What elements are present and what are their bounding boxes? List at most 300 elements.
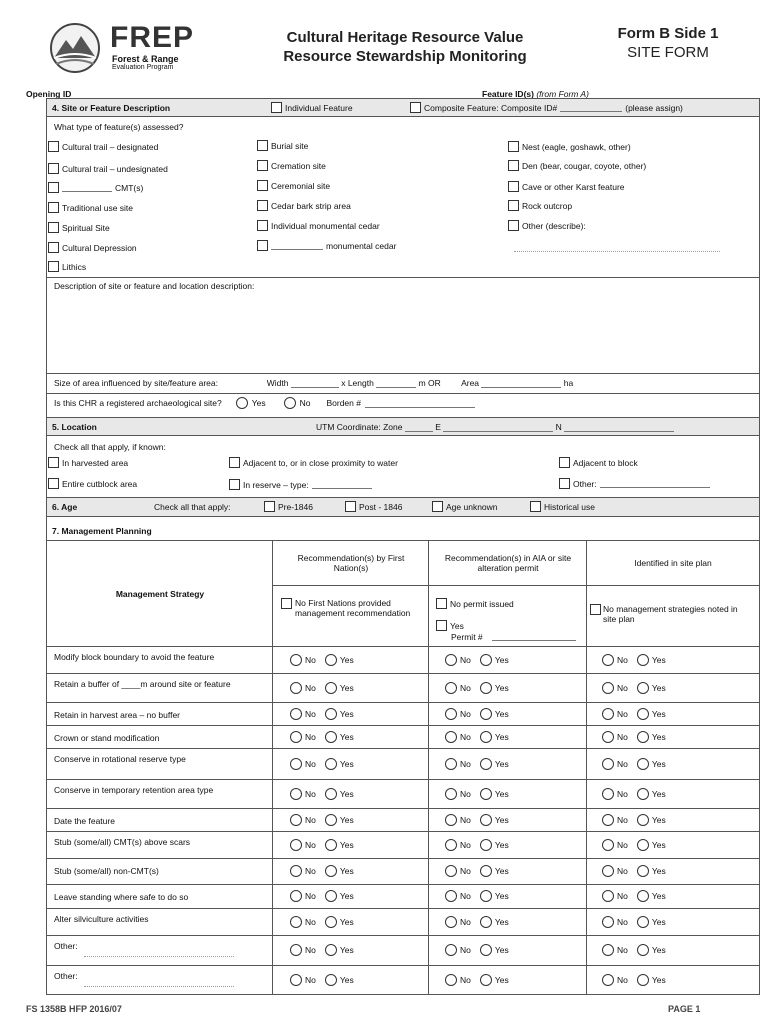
loc-checkbox[interactable] — [229, 479, 240, 490]
aia-yes-option[interactable] — [436, 620, 464, 631]
composite-feature-option[interactable] — [410, 102, 683, 113]
no-radio[interactable] — [290, 788, 302, 800]
form-id-line2: SITE FORM — [627, 44, 709, 61]
chr-no-label: No — [299, 398, 311, 408]
length-field[interactable] — [376, 379, 416, 388]
no-label: No — [305, 891, 316, 901]
yes-radio[interactable] — [480, 788, 492, 800]
form-title-line2: Resource Stewardship Monitoring — [283, 48, 527, 65]
no-radio[interactable] — [602, 814, 614, 826]
loc-label: Adjacent to, or in close proximity to water — [243, 457, 398, 468]
individual-feature-label: Individual Feature — [285, 102, 353, 113]
no-label: No — [460, 655, 471, 665]
other-describe-field[interactable] — [514, 251, 720, 252]
loc-checkbox[interactable] — [559, 478, 570, 489]
yes-label: Yes — [651, 789, 666, 799]
no-label: No — [305, 759, 316, 769]
no-radio[interactable] — [445, 944, 457, 956]
no-radio[interactable] — [290, 654, 302, 666]
composite-id-field[interactable] — [560, 103, 622, 112]
no-radio[interactable] — [290, 814, 302, 826]
ft-checkbox[interactable] — [48, 141, 59, 152]
no-radio[interactable] — [445, 890, 457, 902]
no-radio[interactable] — [290, 682, 302, 694]
form-title-line1: Cultural Heritage Resource Value — [286, 29, 524, 46]
ft-label: Den (bear, cougar, coyote, other) — [522, 160, 647, 171]
col-aia-header: Recommendation(s) in AIA or site alteration permit — [444, 553, 572, 573]
no-radio[interactable] — [602, 944, 614, 956]
no-radio[interactable] — [445, 682, 457, 694]
no-radio[interactable] — [602, 654, 614, 666]
ft-cultural-trail-designated[interactable] — [48, 141, 158, 152]
monumental-cedar-field[interactable] — [271, 241, 323, 250]
mgmt-row-label: Stub (some/all) non-CMT(s) — [54, 866, 159, 876]
mgmt-choice-group — [445, 890, 509, 902]
northing-field[interactable] — [564, 423, 674, 432]
aia-yes-checkbox[interactable] — [436, 620, 447, 631]
mgmt-choice-group — [445, 944, 509, 956]
borden-field[interactable] — [365, 399, 475, 408]
yes-radio[interactable] — [637, 916, 649, 928]
mgmt-choice-group — [445, 916, 509, 928]
yes-radio[interactable] — [325, 890, 337, 902]
area-label: Area — [461, 378, 480, 388]
no-radio[interactable] — [602, 731, 614, 743]
mgmt-choice-group — [290, 788, 354, 800]
yes-label: Yes — [651, 945, 666, 955]
utm-label: UTM Coordinate: Zone — [316, 422, 403, 432]
yes-label: Yes — [651, 975, 666, 985]
yes-label: Yes — [494, 655, 509, 665]
ft-cultural-trail-undesignated[interactable] — [48, 163, 168, 174]
ft-monumental-cedar[interactable] — [257, 240, 396, 251]
aia-none-label: No permit issued — [450, 598, 514, 609]
yes-radio[interactable] — [637, 708, 649, 720]
yes-label: Yes — [494, 891, 509, 901]
ft-label: Cultural trail – undesignated — [62, 163, 168, 174]
individual-feature-checkbox[interactable] — [271, 102, 282, 113]
no-label: No — [305, 732, 316, 742]
no-radio[interactable] — [290, 731, 302, 743]
no-label: No — [617, 789, 628, 799]
yes-label: Yes — [339, 975, 354, 985]
permit-field[interactable] — [492, 640, 576, 641]
yes-radio[interactable] — [480, 708, 492, 720]
no-radio[interactable] — [290, 865, 302, 877]
no-radio[interactable] — [290, 708, 302, 720]
ft-checkbox[interactable] — [257, 240, 268, 251]
no-label: No — [460, 891, 471, 901]
ft-checkbox[interactable] — [257, 160, 268, 171]
yes-radio[interactable] — [325, 814, 337, 826]
ft-checkbox[interactable] — [48, 242, 59, 253]
ft-label: Other (describe): — [522, 220, 586, 231]
utm-row — [316, 422, 674, 432]
ft-checkbox[interactable] — [257, 200, 268, 211]
loc-checkbox[interactable] — [559, 457, 570, 468]
ft-cultural-depression[interactable] — [48, 242, 137, 253]
ft-checkbox[interactable] — [508, 141, 519, 152]
age-check-all: Check all that apply: — [154, 502, 231, 512]
yes-label: Yes — [494, 975, 509, 985]
yes-radio[interactable] — [637, 974, 649, 986]
no-radio[interactable] — [602, 865, 614, 877]
no-label: No — [617, 759, 628, 769]
ft-label: Cedar bark strip area — [271, 200, 351, 211]
mgmt-row-label: Conserve in rotational reserve type — [54, 754, 186, 764]
no-label: No — [460, 840, 471, 850]
ft-label: Rock outcrop — [522, 200, 573, 211]
ft-cremation-site[interactable] — [257, 160, 326, 171]
mgmt-other-field[interactable] — [84, 956, 234, 957]
no-label: No — [617, 732, 628, 742]
mgmt-choice-group — [290, 839, 354, 851]
size-row — [54, 378, 573, 388]
no-radio[interactable] — [445, 839, 457, 851]
no-radio[interactable] — [445, 814, 457, 826]
aia-none-checkbox[interactable] — [436, 598, 447, 609]
mgmt-row-label: Other: — [54, 971, 78, 981]
easting-field[interactable] — [443, 423, 553, 432]
ft-checkbox[interactable] — [48, 261, 59, 272]
mgmt-choice-group — [602, 788, 666, 800]
yes-radio[interactable] — [637, 682, 649, 694]
cmt-count-field[interactable] — [62, 183, 112, 192]
age-unknown[interactable] — [432, 501, 498, 512]
loc-label: Entire cutblock area — [62, 478, 138, 489]
ft-checkbox[interactable] — [48, 182, 59, 193]
plan-none-label: No management strategies noted in site plan — [603, 604, 738, 624]
no-label: No — [617, 840, 628, 850]
yes-radio[interactable] — [480, 839, 492, 851]
form-id — [598, 24, 738, 62]
fn-none-checkbox[interactable] — [281, 598, 292, 609]
ft-burial-site[interactable] — [257, 140, 308, 151]
ft-checkbox[interactable] — [508, 220, 519, 231]
yes-label: Yes — [494, 683, 509, 693]
no-label: No — [617, 709, 628, 719]
plan-none-option[interactable] — [590, 604, 750, 624]
yes-radio[interactable] — [325, 682, 337, 694]
yes-radio[interactable] — [637, 731, 649, 743]
mgmt-row-label: Alter silviculture activities — [54, 914, 149, 924]
no-radio[interactable] — [290, 839, 302, 851]
ft-checkbox[interactable] — [508, 200, 519, 211]
no-label: No — [460, 709, 471, 719]
loc-in-reserve[interactable] — [229, 479, 372, 490]
yes-radio[interactable] — [325, 731, 337, 743]
yes-label: Yes — [339, 789, 354, 799]
ft-checkbox[interactable] — [508, 160, 519, 171]
no-label: No — [460, 759, 471, 769]
yes-label: Yes — [494, 709, 509, 719]
yes-radio[interactable] — [637, 865, 649, 877]
section7-title: 7. Management Planning — [52, 526, 152, 536]
mgmt-row-label: Stub (some/all) CMT(s) above scars — [54, 837, 191, 847]
col-plan-header: Identified in site plan — [634, 558, 712, 568]
yes-label: Yes — [651, 866, 666, 876]
logo-sub1: Forest & Range — [112, 54, 179, 64]
no-radio[interactable] — [445, 788, 457, 800]
no-label: No — [305, 975, 316, 985]
chr-row — [54, 397, 475, 409]
ft-label: Cremation site — [271, 160, 326, 171]
no-radio[interactable] — [290, 916, 302, 928]
yes-label: Yes — [651, 709, 666, 719]
mgmt-row-label: Crown or stand modification — [54, 733, 160, 743]
ft-checkbox[interactable] — [257, 140, 268, 151]
ft-rock-outcrop[interactable] — [508, 200, 572, 211]
no-radio[interactable] — [445, 916, 457, 928]
age-label: Post - 1846 — [359, 501, 403, 512]
ft-ceremonial-site[interactable] — [257, 180, 330, 191]
ft-individual-monumental-cedar[interactable] — [257, 220, 380, 231]
loc-harvested-area[interactable] — [48, 457, 128, 468]
chr-no-radio[interactable] — [284, 397, 296, 409]
permit-label: Permit # — [451, 632, 483, 642]
ft-traditional-use[interactable] — [48, 202, 133, 213]
yes-radio[interactable] — [325, 839, 337, 851]
yes-radio[interactable] — [325, 916, 337, 928]
yes-radio[interactable] — [325, 654, 337, 666]
yes-label: Yes — [651, 759, 666, 769]
no-radio[interactable] — [602, 708, 614, 720]
loc-label: In reserve – type: — [243, 479, 309, 490]
yes-radio[interactable] — [480, 758, 492, 770]
loc-other[interactable] — [559, 478, 710, 489]
age-post-1846[interactable] — [345, 501, 402, 512]
ft-cmts[interactable] — [48, 182, 143, 193]
age-pre-1846[interactable] — [264, 501, 313, 512]
reserve-type-field[interactable] — [312, 480, 372, 489]
ft-checkbox[interactable] — [48, 163, 59, 174]
ft-label: Individual monumental cedar — [271, 220, 380, 231]
yes-radio[interactable] — [637, 839, 649, 851]
composite-feature-label: Composite Feature: Composite ID# — [424, 102, 558, 113]
yes-radio[interactable] — [325, 708, 337, 720]
no-label: No — [460, 866, 471, 876]
yes-radio[interactable] — [480, 654, 492, 666]
yes-label: Yes — [494, 815, 509, 825]
no-radio[interactable] — [602, 974, 614, 986]
no-radio[interactable] — [602, 916, 614, 928]
loc-checkbox[interactable] — [229, 457, 240, 468]
ft-checkbox[interactable] — [508, 181, 519, 192]
chr-yes-label: Yes — [251, 398, 266, 408]
zone-field[interactable] — [405, 423, 433, 432]
no-radio[interactable] — [602, 788, 614, 800]
no-label: No — [460, 789, 471, 799]
yes-radio[interactable] — [480, 944, 492, 956]
mgmt-choice-group — [602, 708, 666, 720]
loc-entire-cutblock[interactable] — [48, 478, 137, 489]
size-label: Size of area influenced by site/feature area: — [54, 378, 218, 388]
no-label: No — [460, 917, 471, 927]
no-label: No — [460, 732, 471, 742]
ft-label: Nest (eagle, goshawk, other) — [522, 141, 631, 152]
loc-other-field[interactable] — [600, 479, 710, 488]
yes-label: Yes — [339, 683, 354, 693]
yes-radio[interactable] — [480, 916, 492, 928]
ft-label: Cultural trail – designated — [62, 141, 159, 152]
ft-spiritual-site[interactable] — [48, 222, 110, 233]
no-label: No — [460, 683, 471, 693]
mgmt-other-field[interactable] — [84, 986, 234, 987]
age-checkbox[interactable] — [530, 501, 541, 512]
mgmt-choice-group — [602, 916, 666, 928]
no-radio[interactable] — [445, 974, 457, 986]
ft-den[interactable] — [508, 160, 646, 171]
area-field[interactable] — [481, 379, 561, 388]
ft-other-describe[interactable] — [508, 220, 586, 231]
mgmt-choice-group — [445, 974, 509, 986]
age-checkbox[interactable] — [264, 501, 275, 512]
mgmt-choice-group — [602, 654, 666, 666]
age-historical[interactable] — [530, 501, 595, 512]
chr-question: Is this CHR a registered archaeological site? — [54, 398, 222, 408]
mgmt-choice-group — [290, 944, 354, 956]
mgmt-choice-group — [445, 654, 509, 666]
yes-label: Yes — [651, 840, 666, 850]
yes-label: Yes — [494, 759, 509, 769]
mgmt-choice-group — [602, 758, 666, 770]
ft-label: monumental cedar — [326, 240, 397, 251]
yes-radio[interactable] — [637, 758, 649, 770]
yes-label: Yes — [651, 732, 666, 742]
yes-label: Yes — [339, 891, 354, 901]
mgmt-choice-group — [290, 654, 354, 666]
mgmt-choice-group — [290, 916, 354, 928]
no-label: No — [460, 975, 471, 985]
mgmt-choice-group — [602, 944, 666, 956]
age-checkbox[interactable] — [432, 501, 443, 512]
aia-none-option[interactable] — [436, 598, 514, 609]
frep-mountain-icon — [46, 22, 104, 74]
no-label: No — [305, 815, 316, 825]
ft-checkbox[interactable] — [257, 220, 268, 231]
chr-yes-radio[interactable] — [236, 397, 248, 409]
no-radio[interactable] — [602, 682, 614, 694]
mgmt-choice-group — [290, 865, 354, 877]
no-radio[interactable] — [445, 865, 457, 877]
yes-radio[interactable] — [480, 731, 492, 743]
yes-radio[interactable] — [325, 758, 337, 770]
yes-radio[interactable] — [480, 890, 492, 902]
no-radio[interactable] — [445, 758, 457, 770]
description-label: Description of site or feature and location description: — [54, 281, 255, 291]
ft-lithics[interactable] — [48, 261, 86, 272]
loc-adjacent-block[interactable] — [559, 457, 638, 468]
no-radio[interactable] — [290, 758, 302, 770]
ft-checkbox[interactable] — [48, 222, 59, 233]
no-radio[interactable] — [445, 731, 457, 743]
fn-none-option[interactable] — [281, 598, 421, 618]
no-radio[interactable] — [290, 944, 302, 956]
ft-nest[interactable] — [508, 141, 631, 152]
section4-title: 4. Site or Feature Description — [52, 103, 171, 113]
loc-label: In harvested area — [62, 457, 129, 468]
no-label: No — [305, 655, 316, 665]
loc-checkbox[interactable] — [48, 478, 59, 489]
yes-label: Yes — [339, 917, 354, 927]
width-label: Width — [266, 378, 289, 388]
yes-radio[interactable] — [480, 682, 492, 694]
mgmt-choice-group — [445, 814, 509, 826]
yes-radio[interactable] — [637, 944, 649, 956]
yes-radio[interactable] — [637, 654, 649, 666]
mgmt-choice-group — [445, 682, 509, 694]
mgmt-choice-group — [602, 682, 666, 694]
yes-label: Yes — [339, 840, 354, 850]
no-label: No — [617, 917, 628, 927]
no-radio[interactable] — [445, 654, 457, 666]
no-radio[interactable] — [602, 890, 614, 902]
yes-label: Yes — [494, 917, 509, 927]
opening-id-label: Opening ID — [26, 89, 72, 99]
no-radio[interactable] — [445, 708, 457, 720]
mgmt-choice-group — [445, 758, 509, 770]
loc-label: Other: — [573, 478, 597, 489]
yes-radio[interactable] — [480, 974, 492, 986]
form-frame — [46, 98, 760, 995]
ft-label: Burial site — [271, 140, 309, 151]
mgmt-choice-group — [290, 974, 354, 986]
no-radio[interactable] — [290, 890, 302, 902]
section5-title: 5. Location — [52, 422, 97, 432]
width-field[interactable] — [291, 379, 339, 388]
no-radio[interactable] — [602, 839, 614, 851]
ft-checkbox[interactable] — [48, 202, 59, 213]
ft-cedar-bark-strip[interactable] — [257, 200, 351, 211]
footer-form-number: FS 1358B HFP 2016/07 — [26, 1004, 122, 1014]
mgmt-row-label: Retain in harvest area – no buffer — [54, 710, 181, 720]
yes-radio[interactable] — [480, 814, 492, 826]
ha-label: ha — [563, 378, 574, 388]
yes-radio[interactable] — [480, 865, 492, 877]
yes-radio[interactable] — [637, 788, 649, 800]
individual-feature-option[interactable] — [271, 102, 353, 113]
no-radio[interactable] — [290, 974, 302, 986]
yes-radio[interactable] — [325, 944, 337, 956]
yes-label: Yes — [339, 655, 354, 665]
yes-radio[interactable] — [637, 814, 649, 826]
yes-radio[interactable] — [325, 865, 337, 877]
mgmt-choice-group — [445, 839, 509, 851]
ft-checkbox[interactable] — [257, 180, 268, 191]
yes-radio[interactable] — [637, 890, 649, 902]
yes-label: Yes — [494, 789, 509, 799]
no-label: No — [617, 866, 628, 876]
age-label: Historical use — [544, 501, 596, 512]
yes-radio[interactable] — [325, 974, 337, 986]
m-or-label: m OR — [418, 378, 441, 388]
footer-page: PAGE 1 — [668, 1004, 701, 1014]
x-length-label: x Length — [341, 378, 374, 388]
description-field[interactable] — [48, 294, 758, 372]
ft-cave-karst[interactable] — [508, 181, 625, 192]
no-label: No — [305, 683, 316, 693]
mgmt-choice-group — [602, 974, 666, 986]
no-label: No — [617, 891, 628, 901]
plan-none-checkbox[interactable] — [590, 604, 601, 615]
no-radio[interactable] — [602, 758, 614, 770]
age-checkbox[interactable] — [345, 501, 356, 512]
composite-feature-checkbox[interactable] — [410, 102, 421, 113]
loc-near-water[interactable] — [229, 457, 398, 468]
loc-checkbox[interactable] — [48, 457, 59, 468]
yes-label: Yes — [339, 945, 354, 955]
yes-radio[interactable] — [325, 788, 337, 800]
